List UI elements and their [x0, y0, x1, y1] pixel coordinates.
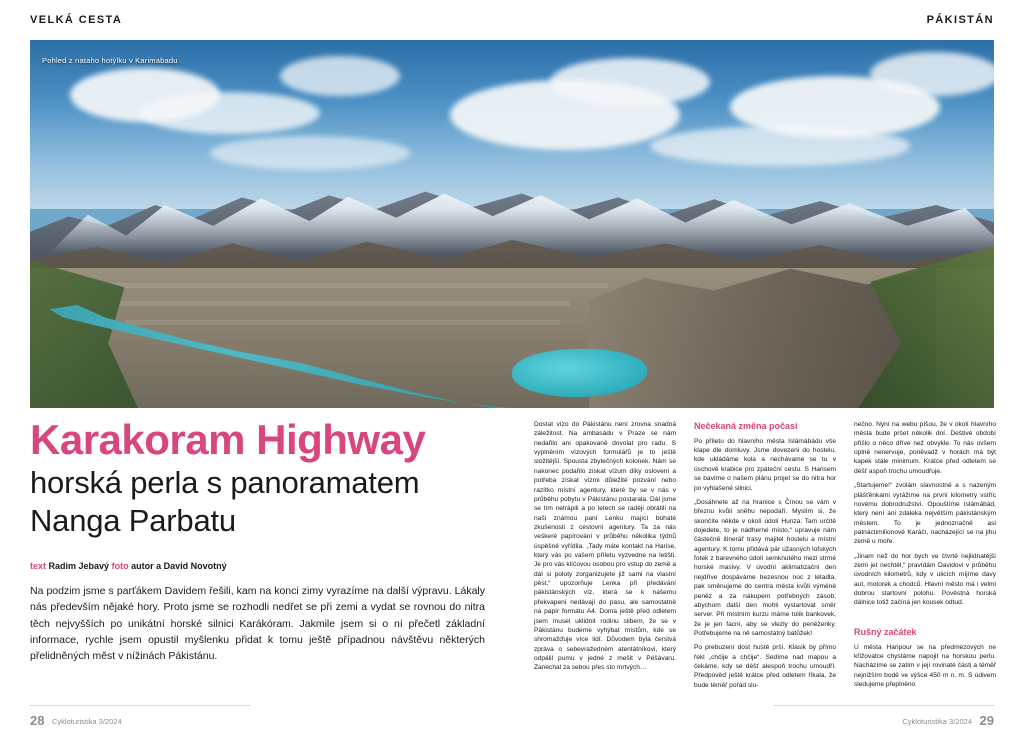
byline-text-label: text — [30, 561, 47, 572]
magazine-issue-left: Cykloturistika 3/2024 — [52, 717, 122, 726]
terrace-line — [69, 301, 570, 306]
byline-author: Radim Jebavý — [48, 561, 110, 572]
section-heading-start: Rušný začátek — [854, 626, 917, 637]
paragraph: „Jinam než do hor bych ve čtvrté nejlidnatější zemi jet nechtěl,“ pravídám Davidovi v průběhu úvodních kilometrů, kdy v ulicích míjíme davy aut, motorek a chodců. Hlavní město má i velmi dobrou startovní polohu. Pověstná horská dálnice totiž začíná jen kousek odtud. — [854, 552, 996, 607]
cloud — [280, 56, 400, 96]
byline — [30, 561, 490, 571]
byline-photo-author: autor a David Novotný — [131, 561, 227, 572]
headline-block — [30, 418, 490, 675]
magazine-issue-right: Cykloturistika 3/2024 — [902, 717, 972, 726]
paragraph: „Dosáhnete až na hranice s Čínou se vám v březnu kvůli sněhu nepodaří. Myslím si, že skončíte někde v okolí údolí Hunza. Tam určitě dojedete, to je nádherné místo,“ upravuje nám částečně itinerář trasy majitel hostelu a místní agentury. K tomu přidává pár úžasných lofských fotek z barevného údolí semknutého mezi strmé horské masivy. V úvodní aklimatizační den nejdříve dospáváme bezesnou noc z letadla, pak směnujeme do centra města kvůli výměně peněz a za nákupem potřebných zásob, abychom další den mohli vystartovat směr server. Při místním kurzu máme tolik bankovek, že je jen facní, aby se vlezly do peněženky. Potřebujeme na ně samostatný batůžek! — [694, 498, 836, 637]
footer-rule-right — [774, 705, 994, 706]
cloud — [870, 52, 994, 96]
page-number-left: 28 — [30, 713, 45, 728]
footer-rule-left — [30, 705, 250, 706]
photo-caption: Pohled z nataho hotýlku v Karimabadu — [42, 56, 178, 65]
section-heading-weather: Nečekaná změna počasí — [694, 421, 798, 431]
terrace-line — [126, 320, 560, 325]
page-subtitle-line2: Nanga Parbatu — [30, 503, 236, 539]
article-column-3 — [694, 420, 836, 695]
spacer — [854, 613, 996, 626]
paragraph: Po příletu do hlavního města Islámábádu vše klape dle domluvy. Jsme dovezeni do hostelu, kde ukládáme kola a nechávame se tu v úschově krabice pro zpáteční cestu. S Harisem se bavíme o našem plánu projet se do nitra hor po vyhlašené silnici. — [694, 437, 836, 492]
byline-photo-label: foto — [111, 561, 129, 572]
cloud — [210, 136, 410, 170]
running-head-right: PÁKISTÁN — [926, 14, 994, 26]
paragraph: U města Haripour se na předmezových ne křižovatce chystáme napojit na horskou perlu. Nacházíme se zatím v její rovinaté části a téměř nejnižším bodě ve výšce 450 m n. m. S údivem sledujeme přeplněno — [854, 643, 996, 689]
hero-photo — [30, 40, 994, 408]
cloud — [140, 92, 320, 134]
article-column-4 — [854, 420, 996, 694]
lead-paragraph: Na podzim jsme s parťákem Davidem řešili, kam na konci zimy vyrazíme na další výpravu. Lákaly nás především nějaké hory. Proto jsme se rozhodli nedřet se při zemi a vydat se rovnou do nitra těch nejvyšších po unikátní horské silnici Karákóram. Jakmile jsem si o ní přečetl základní informace, rychle jsem opustil myšlenku přidat k tomu ještě případnou návštěvu některých přelidněných měst v nížinách Pákistánu. — [30, 585, 485, 663]
paragraph: „Startujeme!“ zvolám slavnostně a s nazeným plášťěnkami vyrážíme na první kilometry vstříc novému dobrodružství. Opouštíme Islámábád, který není ani zdaleka největším pákistánským městem. To je jednoznačně asi patnáctimilionové Karáčí, nacházející se na jihu země u moře. — [854, 482, 996, 546]
paragraph: nečno. Nyní na webu píšou, že v okolí hlavního města bude pršet několik dní. Deštivé období přišlo o něco dříve než obvykle. To nás ovšem úplně nenervuje, poněvadž v horách má být kapek stále minimum. Krátce před odletem se déšť aspoň trochu umoudřuje. — [854, 421, 996, 475]
page-number-right: 29 — [979, 713, 994, 728]
page-subtitle-line1: horská perla s panoramatem — [30, 464, 420, 500]
paragraph: Po prebuzení dost hustě prší. Klasik by přímo řekl „chčije a chčije“. Sedíme nad mapou a čekáme, kdy se déšť alespoň trochu umoudří. Předpověď ještě krátce před odletem říkala, že bude téměř pořád slu- — [694, 644, 836, 689]
cloud — [650, 126, 910, 166]
page-title: Karakoram Highway — [30, 416, 426, 463]
article-column-2 — [534, 420, 676, 678]
paragraph: Dostat vízo do Pákistánu není zrovna snadná záležitost. Na ambasádu v Praze se nám nedařilo ani opakovaně dovolat pro radu. S vyplněním vízových formulářů je to ještě složitější. Spousta zbytečných kolonek. Nám se nakonec podařilo získat vízum díky oslovení a potřeba získat vízmi důležité pozvání nebo razítko místní agentury, které by se v nás v průběhu pobytu v Pákistánu postarala. Dál jsme se tím netrápili a po letech se raději obrátili na naši známou paní Lenku mající bohaté zkušenosti z cestovní agentury. Ta za nás veškeré papírování v průběhu několika týdnů úspěšně vyřídila. „Tady máte kontakt na Harise, který vás po vašem příletu vyzvedne na letišti. Je pro vás klíčovou osobou pro vstup do země a dál si poloty zorganizujete již sami na vlastní pěst,“ upozorňuje Lenka při předávání pákistánských víz, která se k našemu překvapení nedávají do pasu, ale samostatně na papír formátu A4. Doma ještě před odletem jsem musel uklidnit rodinu slibem, že se v Pákistánu budeme vyhýbat místům, kde se shromažďuje více lidí. Důvodem byla čerstvá zpráva o sebevražedném atentátníkovi, který odpálil pumu v jedné z mešit v Péšávaru. Zanechal za sebou přes sto mrtvých… — [534, 421, 676, 672]
cloud — [550, 58, 710, 106]
running-head-left: VELKÁ CESTA — [30, 14, 123, 26]
